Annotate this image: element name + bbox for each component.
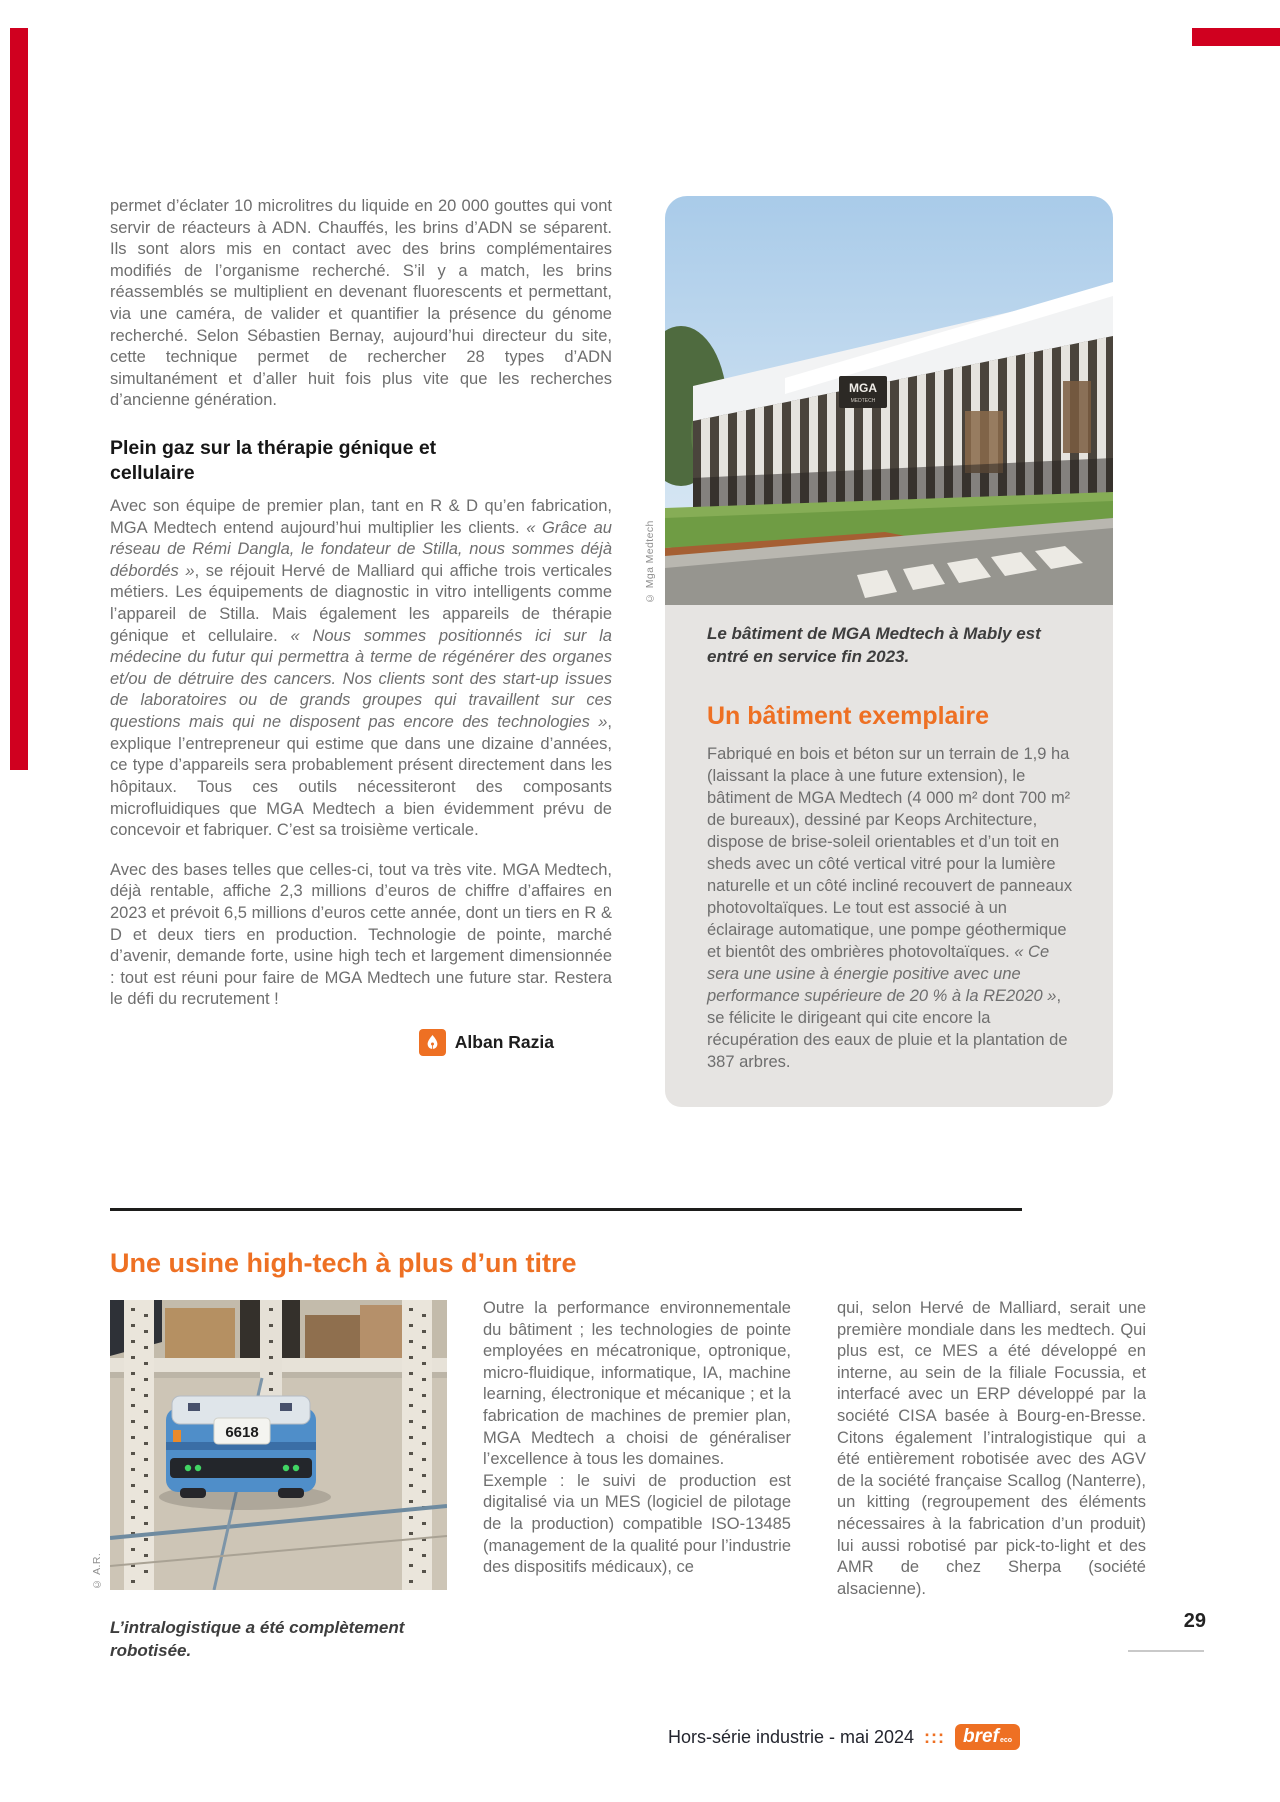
paragraph-therapie: Avec son équipe de premier plan, tant en R & D qu’en fabrication, MGA Medtech entend aujourd’hui multiplier les clients. « Grâce au réseau de Rémi Dangla, le fondateur de Stilla, nous sommes déjà débordés », se réjouit Hervé de Malliard qui affiche trois verticales métiers. Les équipements de diagnostic in vitro intelligents comme l’appareil de Stilla. Mais également les appareils de thérapie génique et cellulaire. « Nous sommes positionnés ici sur la médecine du futur qui permettra à terme de régénérer des organes et/ou de détruire des cancers. Nos clients sont des start-up issues de laboratoires ou de grands groupes qui travaillent sur ces questions mais qui ne disposent pas encore des technologies », explique l’entrepreneur qui estime que dans une dizaine d’années, ce type d’appareils sera probablement présent directement dans les hôpitaux. Tous ces outils nécessiteront des composants microfluidiques que MGA Medtech a bien évidemment prévu de concevoir et fabriquer. C’est sa troisième verticale. <box>110 497 612 840</box>
footer-separator: ::: <box>924 1726 946 1747</box>
section2-column-1 <box>483 1298 791 1579</box>
section2-column-2 <box>837 1298 1146 1601</box>
feature-box-title: Un bâtiment exemplaire <box>707 701 990 730</box>
agv-robot <box>166 1396 316 1498</box>
robot-photo-credit: © A.R. <box>91 1552 103 1590</box>
building-photo <box>665 196 1113 605</box>
section2-title: Une usine high-tech à plus d’un titre <box>110 1248 577 1279</box>
shelf-post <box>402 1300 432 1590</box>
paragraph-adn: permet d’éclater 10 microlitres du liquide en 20 000 gouttes qui vont servir de réacteurs à ADN. Chauffés, les brins d’ADN se séparent. Ils sont alors mis en contact avec des brins complémentaires modifiés de l’organisme recherché. S’il y a match, les brins réassemblés se multiplient en devenant fluorescents et permettant, via une caméra, de valider et quantifier la présence du génome recherché. Selon Sébastien Bernay, aujourd’hui directeur du site, cette technique permet de rechercher 28 types d’ADN simultanément et d’aller huit fois plus vite que les recherches d’ancienne génération. <box>110 197 612 410</box>
page-footer <box>560 1724 1020 1750</box>
page-edge-marker-left <box>10 28 28 770</box>
section-divider-rule <box>110 1208 1022 1211</box>
footer-issue: Hors-série industrie - mai 2024 <box>667 1726 915 1747</box>
robot-photo-caption: L’intralogistique a été complètement robotisée. <box>110 1618 405 1660</box>
page-number-rule <box>1128 1650 1204 1652</box>
building-photo-credit: © Mga Medtech <box>644 520 656 604</box>
svg-text:MGA: MGA <box>849 381 877 395</box>
feature-box-body: Fabriqué en bois et béton sur un terrain de 1,9 ha (laissant la place à une future extension), le bâtiment de MGA Medtech (4 000 m² dont 700 m² de bureaux), dessiné par Keops Architecture, dispose de brise-soleil orientables et d’un toit en sheds avec un côté vertical vitré pour la lumière naturelle et un côté incliné recouvert de panneaux photovoltaïques. Le tout est associé à un éclairage automatique, une pompe géothermique et bientôt des ombrières photovoltaïques. « Ce sera une usine à énergie positive avec une performance supérieure de 20 % à la RE2020 », se félicite le dirigeant qui cite encore la récupération des eaux de pluie et la plantation de 387 arbres. <box>707 745 1073 1071</box>
robot-id-label: 6618 <box>225 1424 259 1441</box>
shelf-post <box>124 1300 154 1590</box>
feature-box <box>665 605 1113 1107</box>
paragraph-croissance: Avec des bases telles que celles-ci, tout va très vite. MGA Medtech, déjà rentable, affiche 2,3 millions d’euros de chiffre d’affaires en 2023 et prévoit 6,5 millions d’euros cette année, dont un tiers en R & D et deux tiers en production. Technologie de pointe, marché d’avenir, demande forte, usine high tech et largement dimensionnée : tout est réuni pour faire de MGA Medtech une future star. Restera le défi du recrutement ! <box>110 860 612 1009</box>
building-photo-caption: Le bâtiment de MGA Medtech à Mably est entré en service fin 2023. <box>707 624 1041 666</box>
page-edge-marker-top-right <box>1192 28 1280 46</box>
paragraph-intralogistique: qui, selon Hervé de Malliard, serait une première mondiale dans les medtech. Qui plus est, ce MES a été développé en interne, au sein de la filiale Focussia, et interfacé avec un ERP développé par la société CISA basée à Bourg-en-Bresse. Citons également l’intralogistique qui a été entièrement robotisée avec des AGV de la société française Scallog (Nanterre), un kitting (regroupement des éléments nécessaires à la fabrication d’un produit) lui aussi robotisé par pick-to-light et des AMR de chez Sherpa (société alsacienne). <box>837 1299 1146 1598</box>
page-number: 29 <box>1183 1610 1206 1632</box>
robot-illustration <box>110 1300 447 1590</box>
author-name: Alban Razia <box>454 1032 554 1053</box>
shelf-post <box>260 1300 282 1400</box>
stored-box <box>165 1308 235 1358</box>
article-left-column <box>110 196 612 1056</box>
pen-nib-icon <box>419 1029 446 1056</box>
building-illustration <box>665 196 1113 605</box>
svg-text:MEDTECH: MEDTECH <box>850 398 876 404</box>
paragraph-mes: Exemple : le suivi de production est digitalisé via un MES (logiciel de pilotage de la production) compatible ISO-13485 (management de la qualité pour l’industrie des dispositifs médicaux), ce <box>483 1471 791 1577</box>
bref-logo: bref eco <box>955 1724 1020 1750</box>
subheading-therapie: Plein gaz sur la thérapie génique et cellulaire <box>110 437 437 485</box>
robot-photo <box>110 1300 447 1590</box>
paragraph-technologies: Outre la performance environnementale du bâtiment ; les technologies de pointe employées en mécatronique, optronique, micro-fluidique, informatique, IA, machine learning, électronique et mécanique ; et la fabrication de machines de premier plan, MGA Medtech a choisi de généraliser l’excellence à tous les domaines. <box>483 1299 791 1469</box>
author-byline <box>110 1029 612 1056</box>
